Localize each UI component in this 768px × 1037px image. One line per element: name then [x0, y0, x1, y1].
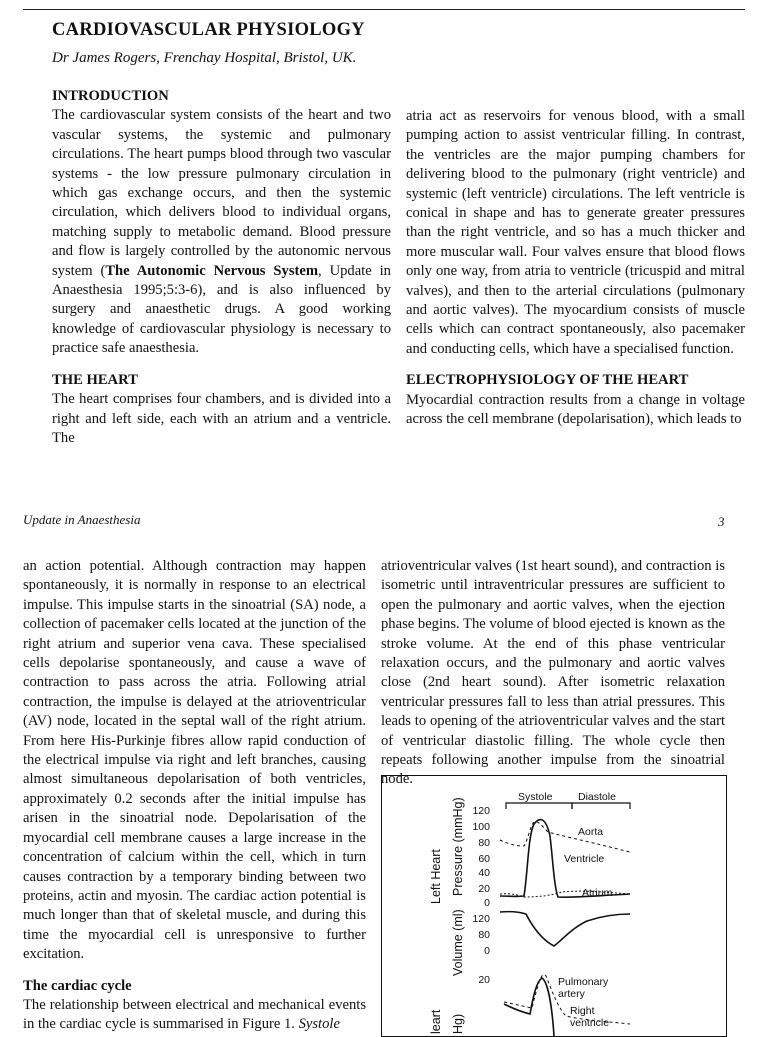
introduction-paragraph: [52, 106, 391, 358]
diastole-label: Diastole: [578, 791, 616, 803]
volume-tick: 120: [472, 913, 490, 925]
cardiac-cycle-diagram: [382, 776, 726, 1036]
valves-paragraph: atrioventricular valves (1st heart sound), and contraction is isometric until intraventricular pressures are sufficient to open the pulmonary and aortic valves, when the ejection phase begins. The volume of blood ejected is known as the stroke volume. At the end of this phase ventricular relaxation occurs, and the pulmonary and aortic valves close (2nd heart sound). After isometric relaxation ventricular pressures fall to less than atrial pressures. This leads to opening of the atrioventricular valves and the start of ventricular diastolic filling. The whole cycle then repeats following another impulse from the sinoatrial node.: [381, 558, 725, 788]
pressure-tick: 40: [478, 867, 490, 879]
diastole-bracket: [572, 803, 630, 809]
pulmonary-artery-label-line1: Pulmonary: [558, 976, 609, 988]
cardiac-cycle-heading: The cardiac cycle: [23, 977, 132, 994]
page2-left-column: [23, 557, 366, 1035]
right-heart-label: leart: [429, 1009, 443, 1034]
pressure-tick: 0: [484, 897, 490, 909]
atrium-label: Atrium: [582, 887, 613, 899]
intro-text-part1: The cardiovascular system consists of the heart and two vascular systems, the systemic and pulmonary circulations. The heart pumps blood through two vascular systems - the low pressure pulmonary circulation in which gas exchange occurs, and then the systemic circulation, which delivers blood to individual organs, matching supply to metabolic demand. Blood pressure and flow is largely controlled by the autonomic nervous system (: [52, 107, 391, 279]
aorta-label: Aorta: [578, 826, 604, 838]
right-pressure-axis-label: Hg): [451, 1013, 465, 1034]
intro-reference-title: The Autonomic Nervous System: [105, 262, 318, 279]
systole-word: Systole: [298, 1016, 340, 1033]
atria-paragraph: atria act as reservoirs for venous blood, with a small pumping action to assist ventricular filling. In contrast, the ventricles are the major pumping chambers for delivering blood to the pulmonary (right ventricle) and systemic (left ventricle) circulations. The left ventricle is conical in shape and has to generate greater pressures than the right ventricle, and so has a much thicker and more muscular wall. Four valves ensure that blood flows only one way, from atria to ventricle (tricuspid and mitral valves), and then to the arterial circulations (pulmonary and aortic valves). The myocardium consists of muscle cells which can contract spontaneously, also pacemaker and conducting cells, which have a specialised function.: [406, 108, 745, 357]
volume-tick: 80: [478, 929, 490, 941]
pressure-tick: 100: [472, 821, 490, 833]
right-ventricle-label-line2: ventricle: [570, 1017, 610, 1029]
aorta-pressure-trace: [500, 822, 630, 852]
pulmonary-artery-label-line2: artery: [558, 988, 585, 1000]
cardiac-cycle-text: The relationship between electrical and mechanical events in the cardiac cycle is summarised in Figure 1.: [23, 996, 366, 1033]
cardiac-cycle-figure: [381, 775, 727, 1037]
pressure-tick: 120: [472, 805, 490, 817]
page1-right-column: [406, 107, 745, 430]
the-heart-paragraph: The heart comprises four chambers, and is divided into a right and left side, each with an atrium and a ventricle. The: [52, 391, 391, 446]
left-heart-label: Left Heart: [429, 849, 443, 904]
top-rule: [23, 9, 745, 10]
introduction-heading: INTRODUCTION: [52, 88, 169, 104]
pressure-axis-label: Pressure (mmHg): [451, 797, 465, 896]
ventricular-volume-trace: [500, 912, 630, 946]
electrophysiology-paragraph: Myocardial contraction results from a change in voltage across the cell membrane (depolarisation), which leads to: [406, 391, 745, 428]
systole-label: Systole: [518, 791, 553, 803]
pressure-tick: 20: [478, 883, 490, 895]
the-heart-heading: THE HEART: [52, 371, 138, 388]
action-potential-paragraph: an action potential. Although contraction may happen spontaneously, it is normally in response to an electrical impulse. This impulse starts in the sinoatrial (SA) node, a collection of pacemaker cells located at the junction of the right atrium and superior vena cava. These specialised cells depolarise spontaneously, and cause a wave of contraction to pass across the atria. Following atrial contraction, the impulse is delayed at the atrioventricular (AV) node, located in the septal wall of the right atrium. From here His-Purkinje fibres allow rapid conduction of the electrical impulse via right and left branches, causing almost simultaneous depolarisation of both ventricles, approximately 0.2 seconds after the initial impulse has arisen in the sinoatrial node. Depolarisation of the myocardial cell membrane causes a large increase in the concentration of calcium within the cell, which in turn causes contraction by a temporary binding between two proteins, actin and myosin. The cardiac action potential is much longer than that of skeletal muscle, and during this time the myocardial cell is unresponsive to further excitation.: [23, 558, 366, 963]
intro-text-part2: , Update in Anaesthesia 1995;5:3-6), and is also influenced by surgery and anaesthetic drugs. A good working knowledge of cardiovascular physiology is necessary to practice safe anaesthesia.: [52, 262, 391, 357]
electrophysiology-heading: ELECTROPHYSIOLOGY OF THE HEART: [406, 372, 689, 389]
systole-bracket: [506, 803, 572, 809]
page-title: CARDIOVASCULAR PHYSIOLOGY: [52, 20, 365, 40]
volume-tick: 0: [484, 945, 490, 957]
cardiac-cycle-paragraph: [23, 996, 366, 1035]
volume-axis-label: Volume (ml): [451, 909, 465, 976]
right-ventricle-label-line1: Right: [570, 1005, 595, 1017]
page2-right-column: [381, 557, 725, 790]
author-line: Dr James Rogers, Frenchay Hospital, Bristol, UK.: [52, 50, 357, 66]
pressure-tick: 80: [478, 837, 490, 849]
page1-left-column: [52, 87, 391, 448]
pressure-tick: 60: [478, 853, 490, 865]
ventricle-label: Ventricle: [564, 853, 605, 865]
right-pressure-tick: 20: [478, 974, 490, 986]
page-number: 3: [718, 514, 725, 529]
journal-footer: Update in Anaesthesia: [23, 512, 141, 527]
